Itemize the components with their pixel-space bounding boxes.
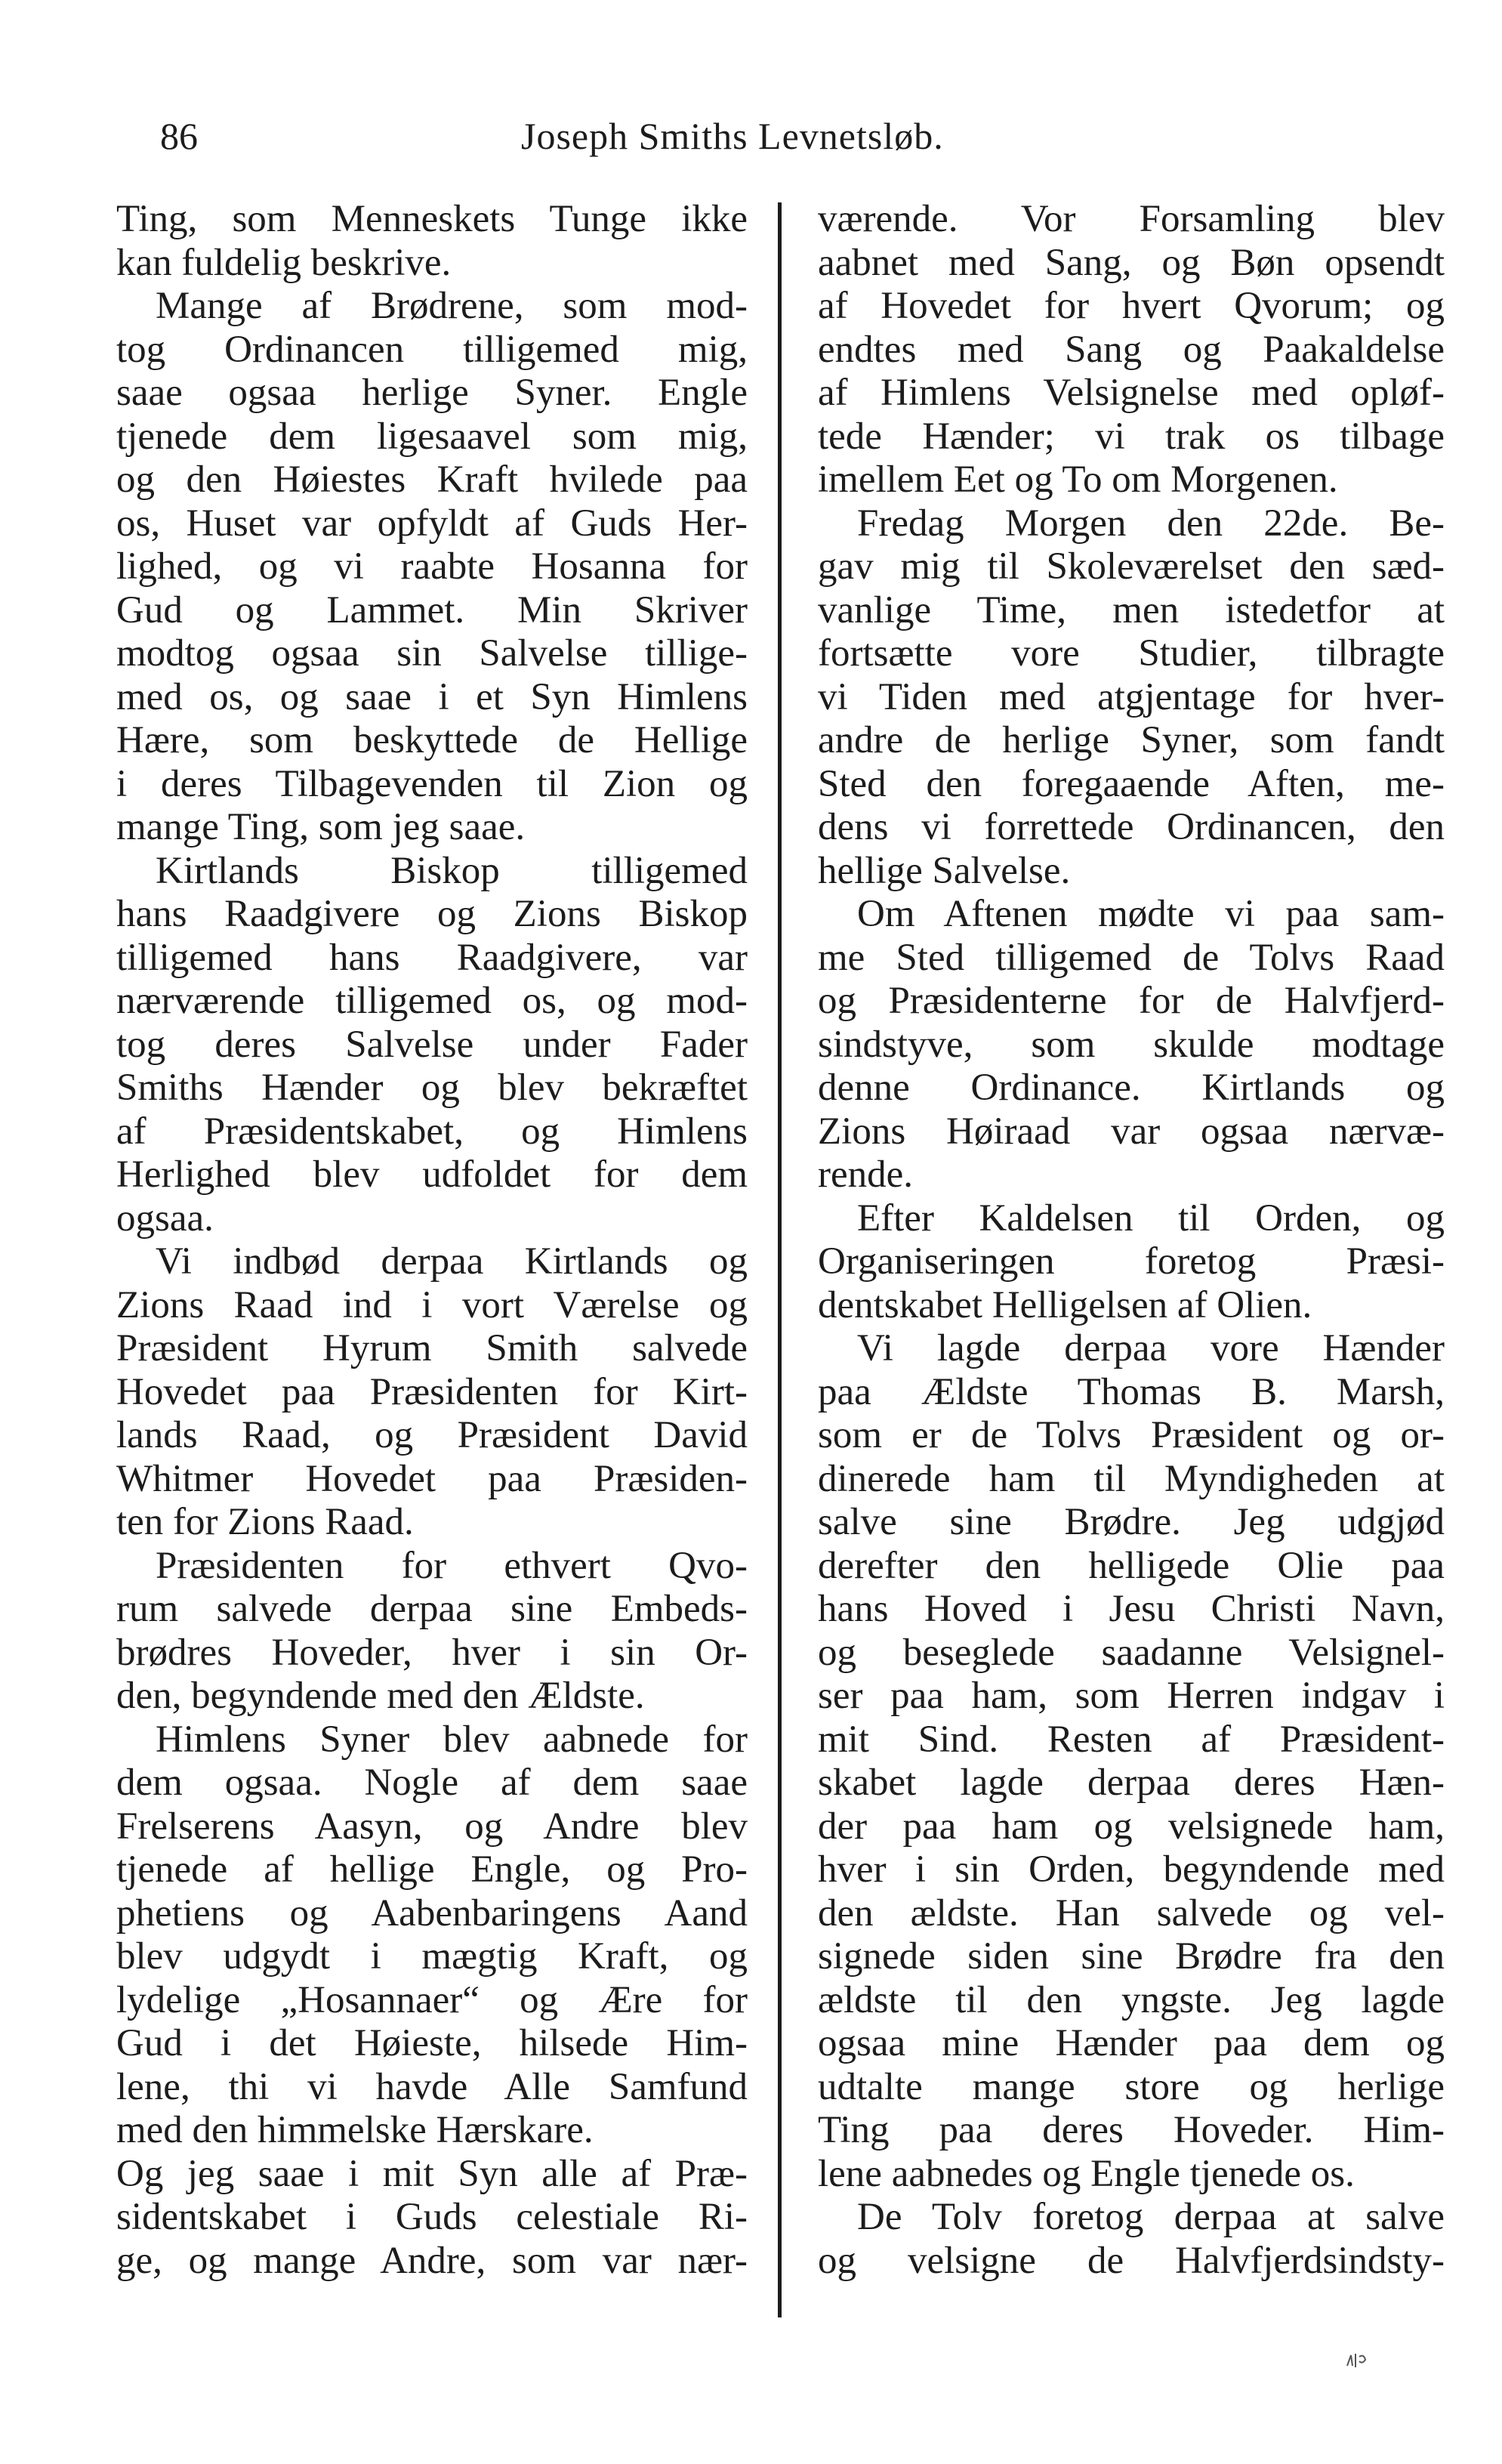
text-line: lydelige „Hosannaer“ og Ære for [116,1978,748,2021]
text-line: Ting, som Menneskets Tunge ikke [116,198,748,240]
text-line: sidentskabet i Guds celestiale Ri- [116,2196,748,2238]
text-line: De Tolv foretog derpaa at salve [857,2196,1445,2238]
text-line: Herlighed blev udfoldet for dem [116,1153,748,1196]
text-line: Whitmer Hovedet paa Præsiden- [116,1457,748,1500]
text-line: os, Huset var opfyldt af Guds Her- [116,502,748,545]
text-line: salve sine Brødre. Jeg udgjød [818,1501,1445,1543]
text-line: skabet lagde derpaa deres Hæn- [818,1762,1445,1804]
text-line: tjenede af hellige Engle, og Pro- [116,1848,748,1891]
text-line: Zions Raad ind i vort Værelse og [116,1283,748,1326]
text-line: ge, og mange Andre, som var nær- [116,2239,748,2282]
text-line: og velsigne de Halvfjerdsindsty- [818,2239,1445,2282]
text-line: gav mig til Skoleværelset den sæd- [818,545,1445,588]
text-line: Himlens Syner blev aabnede for [156,1718,748,1761]
text-line: rende. [818,1153,914,1196]
page-number: 86 [160,115,198,157]
text-line: blev udgydt i mægtig Kraft, og [116,1935,748,1978]
text-line: denne Ordinance. Kirtlands og [818,1067,1445,1109]
text-line: tjenede dem ligesaavel som mig, [116,415,748,458]
text-line: hans Raadgivere og Zions Biskop [116,893,748,935]
text-line: Vi lagde derpaa vore Hænder [857,1327,1445,1369]
text-line: lands Raad, og Præsident David [116,1414,748,1456]
text-line: lene, thi vi havde Alle Samfund [116,2065,748,2108]
text-line: ældste til den yngste. Jeg lagde [818,1978,1445,2021]
text-line: derefter den helligede Olie paa [818,1544,1445,1587]
text-line: tede Hænder; vi trak os tilbage [818,415,1445,458]
text-line: i deres Tilbagevenden til Zion og [116,762,748,805]
text-line: nærværende tilligemed os, og mod- [116,980,748,1022]
text-line: ten for Zions Raad. [116,1501,414,1543]
text-line: Præsident Hyrum Smith salvede [116,1327,748,1369]
text-line: værende. Vor Forsamling blev [818,198,1445,240]
text-line: dem ogsaa. Nogle af dem saae [116,1762,748,1804]
text-line: og Præsidenterne for de Halvfjerd- [818,980,1445,1022]
page-header [0,106,1502,166]
text-line: brødres Hoveder, hver i sin Or- [116,1631,748,1674]
text-line: me Sted tilligemed de Tolvs Raad [818,936,1445,979]
text-line: Præsidenten for ethvert Qvo- [156,1544,748,1587]
text-line: mange Ting, som jeg saae. [116,806,526,848]
text-line: tilligemed hans Raadgivere, var [116,936,748,979]
text-line: hver i sin Orden, begyndende med [818,1848,1445,1891]
text-line: paa Ældste Thomas B. Marsh, [818,1370,1445,1413]
text-line: kan fuldelig beskrive. [116,241,452,284]
text-line: Zions Høiraad var ogsaa nærvæ- [818,1110,1445,1153]
text-line: mit Sind. Resten af Præsident- [818,1718,1445,1761]
text-line: saae ogsaa herlige Syner. Engle [116,372,748,414]
text-line: Kirtlands Biskop tilligemed [156,849,748,892]
text-line: Frelserens Aasyn, og Andre blev [116,1805,748,1848]
text-line: vi Tiden med atgjentage for hver- [818,675,1445,718]
text-line: af Præsidentskabet, og Himlens [116,1110,748,1153]
text-line: phetiens og Aabenbaringens Aand [116,1891,748,1934]
text-line: dentskabet Helligelsen af Olien. [818,1283,1312,1326]
text-line: hellige Salvelse. [818,849,1071,892]
text-line: Gud i det Høieste, hilsede Him- [116,2022,748,2064]
text-line: Om Aftenen mødte vi paa sam- [857,893,1445,935]
left-column [116,198,748,2283]
text-line: af Hovedet for hvert Qvorum; og [818,285,1445,327]
text-line: Gud og Lammet. Min Skriver [116,588,748,631]
text-line: ogsaa. [116,1196,214,1240]
text-line: tog Ordinancen tilligemed mig, [116,328,748,371]
text-line: Hære, som beskyttede de Hellige [116,719,748,761]
text-line: dinerede ham til Myndigheden at [818,1457,1445,1500]
text-line: af Himlens Velsignelse med opløf- [818,372,1445,414]
text-line: imellem Eet og To om Morgenen. [818,459,1338,501]
text-line: lene aabnedes og Engle tjenede os. [818,2152,1355,2195]
text-line: modtog ogsaa sin Salvelse tillige- [116,632,748,675]
text-line: Fredag Morgen den 22de. Be- [857,502,1445,545]
text-line: med os, og saae i et Syn Himlens [116,675,748,718]
text-line: og beseglede saadanne Velsignel- [818,1631,1445,1674]
text-line: den, begyndende med den Ældste. [116,1675,645,1717]
text-line: endtes med Sang og Paakaldelse [818,328,1445,371]
text-line: udtalte mange store og herlige [818,2065,1445,2108]
text-line: rum salvede derpaa sine Embeds- [116,1588,748,1630]
text-line: sindstyve, som skulde modtage [818,1023,1445,1066]
right-column [818,198,1445,2283]
text-line: Smiths Hænder og blev bekræftet [116,1067,748,1109]
text-line: dens vi forrettede Ordinancen, den [818,806,1445,848]
text-line: den ældste. Han salvede og vel- [818,1891,1445,1934]
text-line: Organiseringen foretog Præsi- [818,1240,1445,1283]
text-line: Mange af Brødrene, som mod- [156,285,748,327]
text-line: Hovedet paa Præsidenten for Kirt- [116,1370,748,1413]
text-line: signede siden sine Brødre fra den [818,1935,1445,1978]
text-line: og den Høiestes Kraft hvilede paa [116,459,748,501]
text-line: lighed, og vi raabte Hosanna for [116,545,748,588]
ink-speck-icon [1344,2349,1370,2372]
text-line: fortsætte vore Studier, tilbragte [818,632,1445,675]
text-line: Og jeg saae i mit Syn alle af Præ- [116,2152,748,2195]
text-line: Ting paa deres Hoveder. Him- [818,2109,1445,2151]
text-line: ser paa ham, som Herren indgav i [818,1675,1445,1717]
text-line: hans Hoved i Jesu Christi Navn, [818,1588,1445,1630]
text-line: tog deres Salvelse under Fader [116,1023,748,1066]
text-line: aabnet med Sang, og Bøn opsendt [818,241,1445,284]
text-line: som er de Tolvs Præsident og or- [818,1414,1445,1456]
running-title: Joseph Smiths Levnetsløb. [521,115,944,157]
text-line: andre de herlige Syner, som fandt [818,719,1445,761]
text-line: der paa ham og velsignede ham, [818,1805,1445,1848]
text-line: ogsaa mine Hænder paa dem og [818,2022,1445,2064]
column-divider-rule [778,202,782,2317]
text-line: med den himmelske Hærskare. [116,2109,594,2151]
text-line: Vi indbød derpaa Kirtlands og [156,1240,748,1283]
text-line: Efter Kaldelsen til Orden, og [857,1196,1445,1240]
text-line: Sted den foregaaende Aften, me- [818,762,1445,805]
text-line: vanlige Time, men istedetfor at [818,588,1445,631]
